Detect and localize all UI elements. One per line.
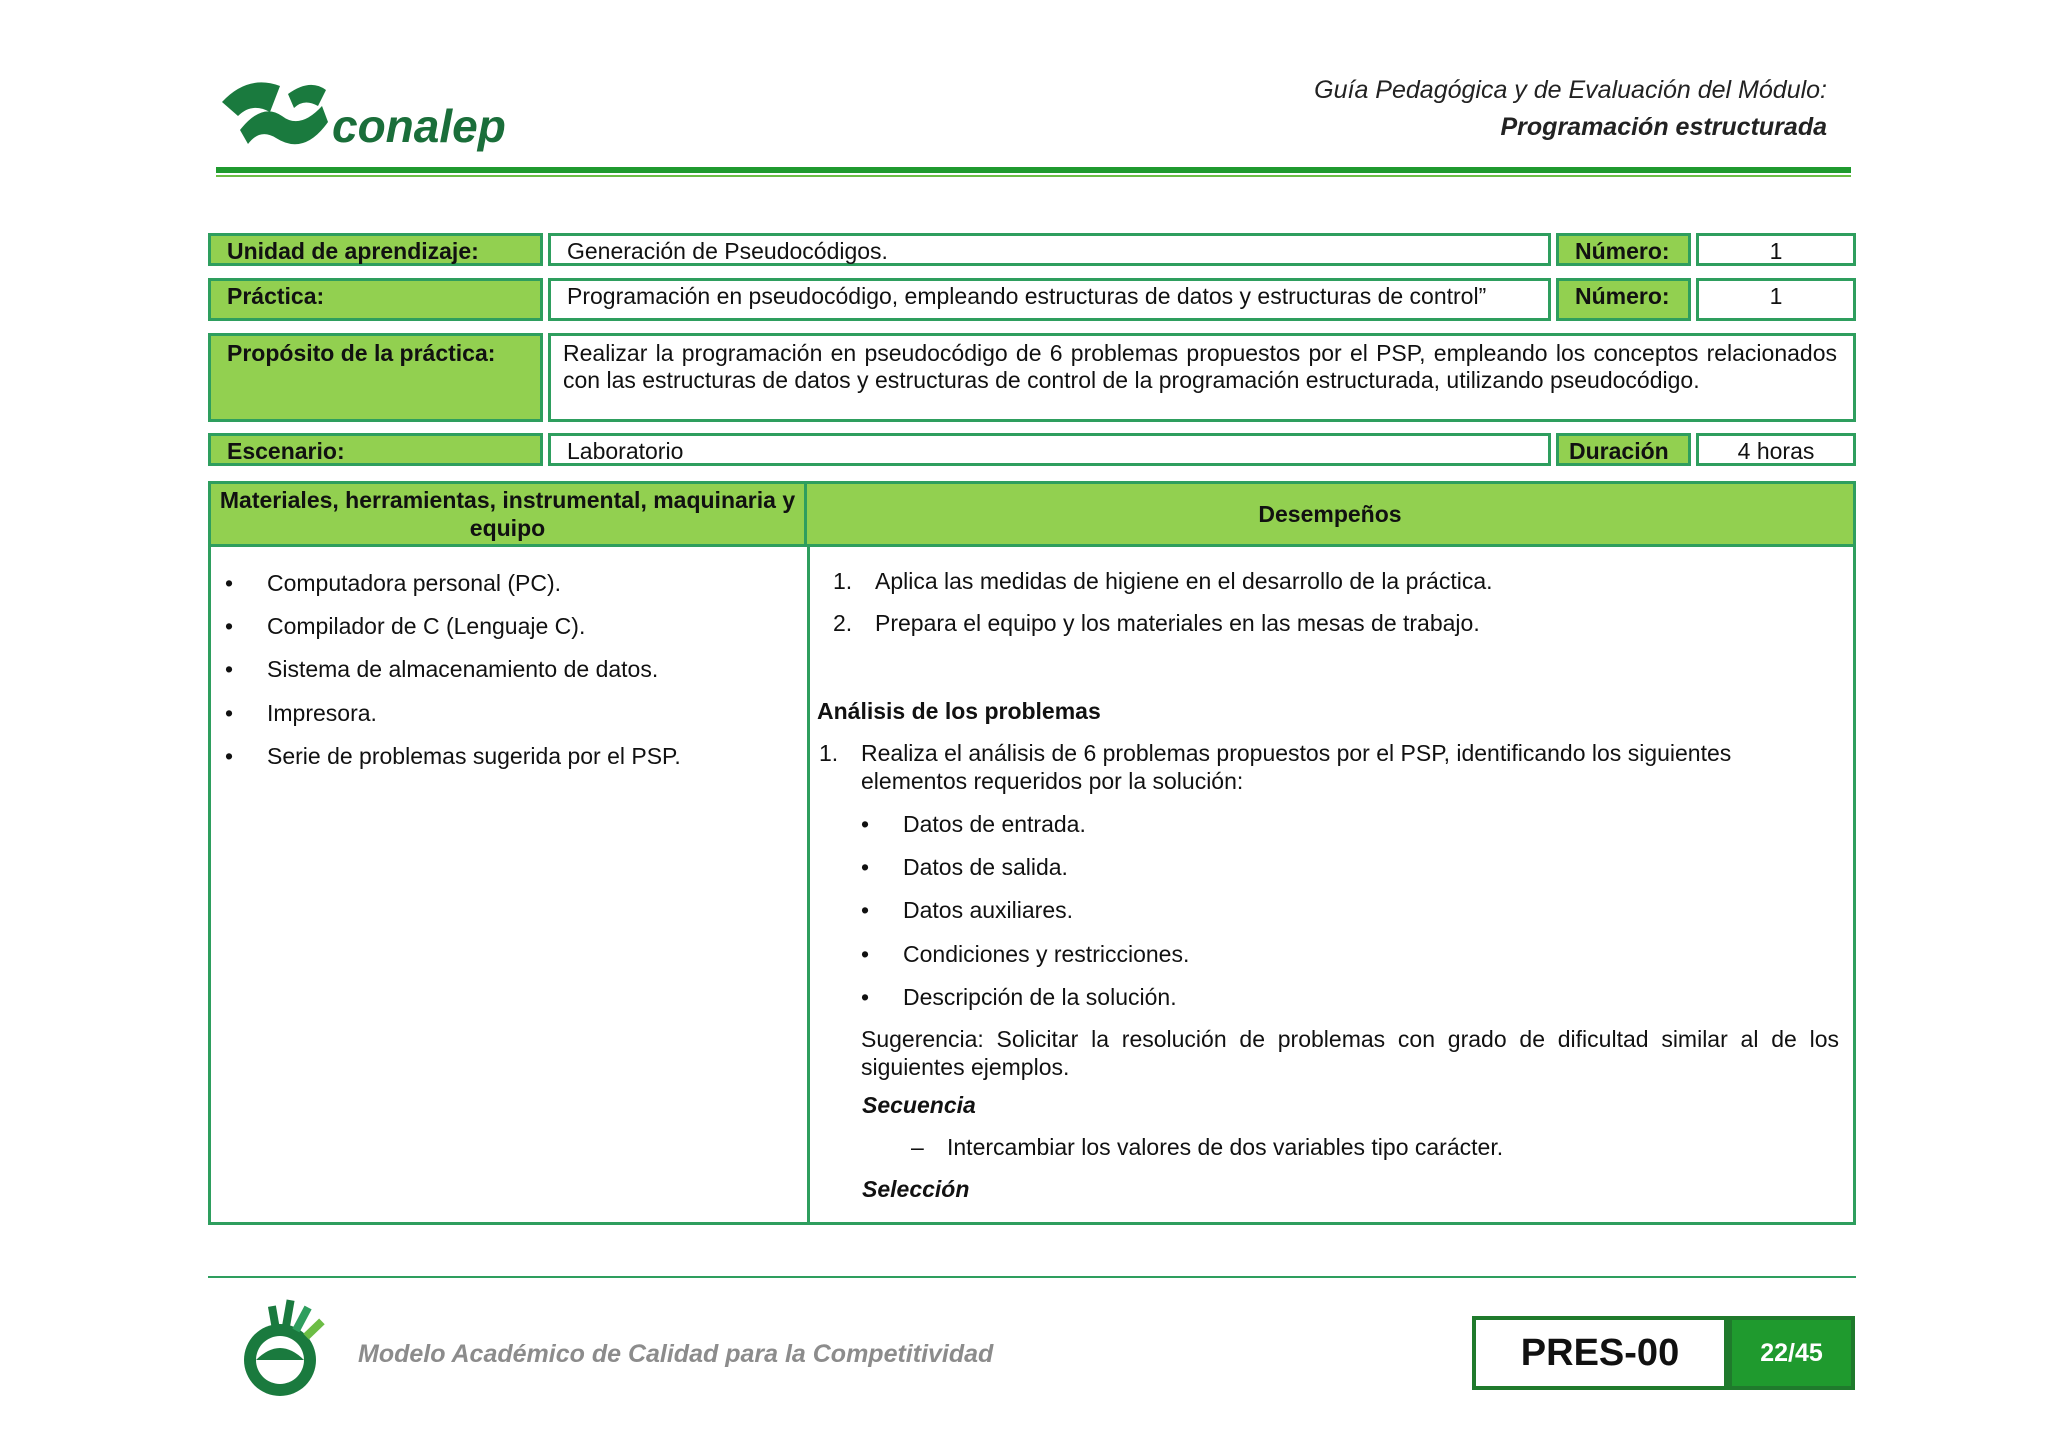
materiales-item: • Compilador de C (Lenguaje C). xyxy=(267,613,585,640)
header-rule-thin xyxy=(216,175,1851,177)
practica-numero-value: 1 xyxy=(1696,278,1856,321)
unidad-numero-label: Número: xyxy=(1556,233,1691,266)
module-name: Programación estructurada xyxy=(1500,113,1827,141)
elemento-item: • Datos de salida. xyxy=(903,854,1068,881)
footer-rule xyxy=(208,1276,1856,1278)
proposito-value: Realizar la programación en pseudocódigo de 6 problemas propuestos por el PSP, empleando los conceptos relacionados con las estructuras de datos y estructuras de control de la programación estructurada, utilizando pseudocódigo. xyxy=(548,333,1856,422)
step-number: 2. xyxy=(833,610,853,636)
analisis-title: Análisis de los problemas xyxy=(817,698,1101,724)
proposito-label: Propósito de la práctica: xyxy=(208,333,543,422)
conalep-logo xyxy=(218,72,518,157)
sugerencia-text: Sugerencia: Solicitar la resolución de problemas con grado de dificultad similar al de los siguientes ejemplos. xyxy=(861,1026,1839,1080)
document-code: PRES-00 xyxy=(1472,1316,1728,1390)
seleccion-title: Selección xyxy=(862,1176,970,1202)
escenario-value: Laboratorio xyxy=(548,433,1551,466)
proposito-row xyxy=(208,333,1856,422)
unidad-value: Generación de Pseudocódigos. xyxy=(548,233,1551,266)
unidad-row xyxy=(208,233,1856,266)
step-text: Prepara el equipo y los materiales en las mesas de trabajo. xyxy=(875,610,1480,636)
svg-text:conalep: conalep xyxy=(332,100,506,152)
unidad-label: Unidad de aprendizaje: xyxy=(208,233,543,266)
practice-table xyxy=(208,481,1856,1225)
secuencia-dash: – xyxy=(911,1134,924,1160)
analisis-text: Realiza el análisis de 6 problemas propuestos por el PSP, identificando los siguientes elementos requeridos por la solución: xyxy=(861,740,1732,794)
header-rule xyxy=(216,167,1851,173)
elemento-item: • Datos de entrada. xyxy=(903,811,1086,838)
practica-label: Práctica: xyxy=(208,278,543,321)
quality-model-seal xyxy=(228,1296,333,1401)
elemento-item: • Descripción de la solución. xyxy=(903,984,1177,1011)
model-text: Modelo Académico de Calidad para la Competitividad xyxy=(358,1340,994,1368)
unidad-numero-value: 1 xyxy=(1696,233,1856,266)
elemento-item: • Datos auxiliares. xyxy=(903,897,1073,924)
elemento-item: • Condiciones y restricciones. xyxy=(903,941,1189,968)
guide-title: Guía Pedagógica y de Evaluación del Módulo: xyxy=(1314,76,1827,104)
step-text: Aplica las medidas de higiene en el desarrollo de la práctica. xyxy=(875,568,1493,594)
practica-row xyxy=(208,278,1856,321)
column-divider xyxy=(807,544,810,1222)
desempenos-header: Desempeños xyxy=(807,484,1853,547)
step-number: 1. xyxy=(833,568,853,594)
escenario-row xyxy=(208,433,1856,466)
escenario-label: Escenario: xyxy=(208,433,543,466)
practica-numero-label: Número: xyxy=(1556,278,1691,321)
duracion-label: Duración xyxy=(1556,433,1691,466)
practica-value: Programación en pseudocódigo, empleando estructuras de datos y estructuras de control” xyxy=(548,278,1551,321)
materiales-item: • Computadora personal (PC). xyxy=(267,570,561,597)
materiales-item: • Serie de problemas sugerida por el PSP. xyxy=(267,743,681,770)
duracion-value: 4 horas xyxy=(1696,433,1856,466)
materiales-item: • Impresora. xyxy=(267,700,377,727)
materiales-header: Materiales, herramientas, instrumental, maquinaria y equipo xyxy=(211,484,807,547)
analisis-number: 1. xyxy=(819,740,839,766)
secuencia-title: Secuencia xyxy=(862,1092,976,1118)
materiales-item: • Sistema de almacenamiento de datos. xyxy=(267,656,658,683)
secuencia-item: Intercambiar los valores de dos variables tipo carácter. xyxy=(947,1134,1504,1160)
page-number: 22/45 xyxy=(1728,1316,1855,1390)
